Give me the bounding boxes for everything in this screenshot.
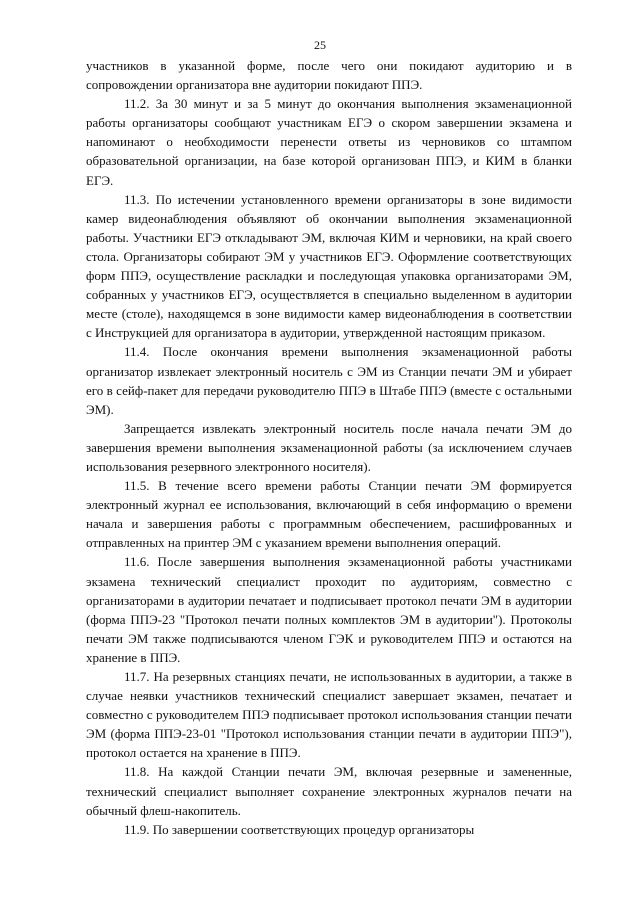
paragraph-11-6: 11.6. После завершения выполнения экзаменационной работы участниками экзамена технический специалист проходит по аудиториям, совместно с организаторами в аудитории печатает и подписывает протокол печати ЭМ в аудитории (форма ППЭ-23 "Протокол печати полных комплектов ЭМ в аудитории"). Протоколы печати ЭМ также подписываются членом ГЭК и руководителем ППЭ и остаются на хранение в ППЭ. — [86, 554, 572, 665]
paragraph-11-2: 11.2. За 30 минут и за 5 минут до окончания выполнения экзаменационной работы организаторы сообщают участникам ЕГЭ о скором завершении экзамена и напоминают о необходимости перенести ответы из черновиков со штампом образовательной организации, на базе которой организован ППЭ, и КИМ в бланки ЕГЭ. — [86, 96, 572, 188]
paragraph-11-4: 11.4. После окончания времени выполнения экзаменационной работы организатор извлекает электронный носитель с ЭМ из Станции печати ЭМ и убирает его в сейф-пакет для передачи руководителю ППЭ в Штабе ППЭ (вместе с остальными ЭМ). — [86, 344, 572, 417]
paragraph-11-5: 11.5. В течение всего времени работы Станции печати ЭМ формируется электронный журнал ее использования, включающий в себя информацию о времени начала и завершения работы с программным обеспечением, расшифрованных и отправленных на принтер ЭМ с указанием времени выполнения операций. — [86, 478, 572, 551]
paragraph-11-8: 11.8. На каждой Станции печати ЭМ, включая резервные и замененные, технический специалист выполняет сохранение электронных журналов печати на обычный флеш-накопитель. — [86, 764, 572, 818]
paragraph-11-9: 11.9. По завершении соответствующих процедур организаторы — [124, 821, 475, 837]
paragraph-prohibition: Запрещается извлекать электронный носитель после начала печати ЭМ до завершения времени выполнения экзаменационной работы (за исключением случаев использования резервного электронного носителя). — [86, 420, 572, 474]
document-body — [86, 56, 572, 839]
paragraph-11-3: 11.3. По истечении установленного времени организаторы в зоне видимости камер видеонаблюдения объявляют об окончании выполнения экзаменационной работы. Участники ЕГЭ откладывают ЭМ, включая КИМ и черновики, на край своего стола. Организаторы собирают ЭМ у участников ЕГЭ. Оформление соответствующих форм ППЭ, осуществление раскладки и последующая упаковка организаторами ЭМ, собранных у участников ЕГЭ, осуществляется в специально выделенном в аудитории месте (столе), находящемся в зоне видимости камер видеонаблюдения в соответствии с Инструкцией для организатора в аудитории, утвержденной настоящим приказом. — [86, 191, 572, 341]
page-number: 25 — [314, 38, 326, 52]
paragraph-11-7: 11.7. На резервных станциях печати, не использованных в аудитории, а также в случае неявки участников технический специалист завершает экзамен, печатает и совместно с руководителем ППЭ подписывает протокол использования станции печати ЭМ (форма ППЭ-23-01 "Протокол использования станции печати в аудитории ППЭ"), протокол остается на хранение в ППЭ. — [86, 669, 572, 761]
paragraph-continuation: участников в указанной форме, после чего они покидают аудиторию и в сопровождении организатора вне аудитории покидают ППЭ. — [86, 58, 572, 93]
